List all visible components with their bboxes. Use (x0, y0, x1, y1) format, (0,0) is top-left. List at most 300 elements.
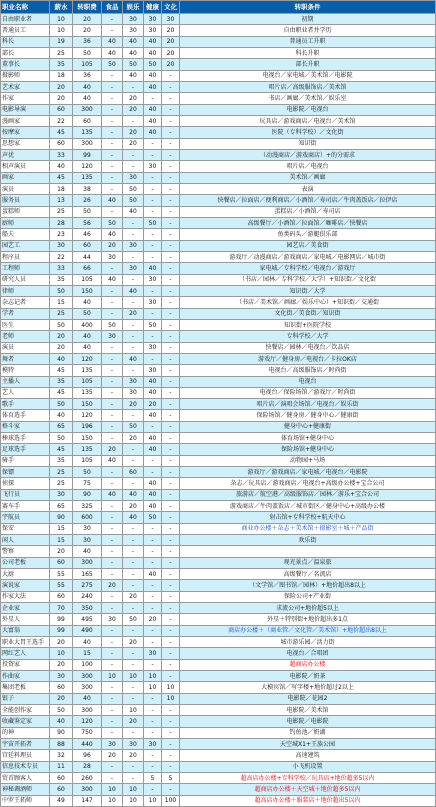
transfer-fee-cell: 96 (73, 750, 102, 761)
entertainment-cell: 40 (123, 285, 144, 296)
job-name-cell: 科长 (1, 36, 50, 47)
culture-cell: - (162, 319, 180, 330)
salary-cell: 20 (50, 331, 73, 342)
requirement-cell: 电影院／美术馆 (180, 705, 436, 716)
health-cell: 20 (144, 399, 162, 410)
requirement-cell: 知识街+医院学校 (180, 319, 436, 330)
culture-cell: - (162, 478, 180, 489)
entertainment-cell: 30 (123, 739, 144, 750)
food-cell: - (102, 127, 123, 138)
transfer-fee-cell: 350 (73, 603, 102, 614)
culture-cell: - (162, 217, 180, 228)
job-name-cell: 宇航员 (1, 512, 50, 523)
job-name-cell: 神秘调酒师 (1, 784, 50, 795)
health-cell: 40 (144, 387, 162, 398)
table-row[interactable] (1, 433, 436, 444)
transfer-fee-cell: 120 (73, 410, 102, 421)
table-row[interactable] (1, 705, 436, 716)
culture-cell: - (162, 569, 180, 580)
table-row[interactable] (1, 455, 436, 466)
food-cell: - (102, 591, 123, 602)
table-row[interactable] (1, 36, 436, 47)
requirement-cell: 书店／画廊／美术馆／娱乐室 (180, 93, 436, 104)
food-cell: - (102, 410, 123, 421)
job-name-cell: 作家大法 (1, 591, 50, 602)
table-row[interactable] (1, 569, 436, 580)
requirement-cell: 天空城X1+王族公园 (180, 739, 436, 750)
entertainment-cell: 30 (123, 263, 144, 274)
salary-cell: 45 (50, 127, 73, 138)
table-row[interactable] (1, 603, 436, 614)
job-name-cell: 职业大胃王选手 (1, 637, 50, 648)
table-row[interactable] (1, 376, 436, 387)
transfer-fee-cell: 150 (73, 399, 102, 410)
culture-cell: - (162, 784, 180, 795)
health-cell: 40 (144, 376, 162, 387)
job-name-cell: 信息技术专员 (1, 761, 50, 772)
table-row[interactable] (1, 274, 436, 285)
food-cell: 40 (102, 195, 123, 206)
food-cell: 10 (102, 784, 123, 795)
table-row[interactable] (1, 195, 436, 206)
food-cell: - (102, 161, 123, 172)
food-cell: - (102, 297, 123, 308)
culture-cell: - (162, 240, 180, 251)
food-cell: - (102, 648, 123, 659)
transfer-fee-cell: 44 (73, 251, 102, 262)
entertainment-cell: - (123, 115, 144, 126)
table-row[interactable] (1, 693, 436, 704)
job-name-cell: 主播人 (1, 376, 50, 387)
entertainment-cell: - (123, 682, 144, 693)
requirement-cell: 动物园+马场 (180, 455, 436, 466)
transfer-fee-cell: 105 (73, 376, 102, 387)
food-cell: 40 (102, 36, 123, 47)
table-row[interactable] (1, 739, 436, 750)
table-row[interactable] (1, 648, 436, 659)
requirement-cell: 美术馆／画廊 (180, 172, 436, 183)
table-row[interactable] (1, 625, 436, 636)
salary-cell: 28 (50, 217, 73, 228)
transfer-fee-cell: 600 (73, 512, 102, 523)
salary-cell: 90 (50, 512, 73, 523)
table-row[interactable] (1, 478, 436, 489)
header-requirement[interactable]: 转职条件 (180, 1, 436, 14)
entertainment-cell: - (123, 478, 144, 489)
salary-cell: 19 (50, 36, 73, 47)
table-row[interactable] (1, 659, 436, 670)
table-row[interactable] (1, 104, 436, 115)
culture-cell: - (162, 376, 180, 387)
transfer-fee-cell: 750 (73, 727, 102, 738)
entertainment-cell: - (123, 410, 144, 421)
requirement-cell: 唱片店／电视台 (180, 161, 436, 172)
job-name-cell: 足球选手 (1, 444, 50, 455)
food-cell: 50 (102, 59, 123, 70)
requirement-cell: 超高店办公楼＋服装店＋地价超出5以内 (180, 795, 436, 806)
salary-cell: 33 (50, 263, 73, 274)
requirement-cell: 旅游店／航空港／高级服饰店／园林／游乐+宝合公司 (180, 489, 436, 500)
transfer-fee-cell: 30 (73, 523, 102, 534)
food-cell: - (102, 603, 123, 614)
food-cell: 10 (102, 795, 123, 806)
salary-cell: 20 (50, 93, 73, 104)
job-name-cell: 格斗家 (1, 421, 50, 432)
culture-cell: - (162, 421, 180, 432)
culture-cell: - (162, 229, 180, 240)
table-row[interactable] (1, 557, 436, 568)
table-row[interactable] (1, 501, 436, 512)
transfer-fee-cell: 50 (73, 467, 102, 478)
job-name-cell: 棒球选手 (1, 433, 50, 444)
entertainment-cell: 20 (123, 127, 144, 138)
table-row[interactable] (1, 727, 436, 738)
health-cell: - (144, 750, 162, 761)
entertainment-cell: - (123, 659, 144, 670)
entertainment-cell: - (123, 772, 144, 783)
table-row[interactable] (1, 331, 436, 342)
requirement-cell: 游戏厅／健身房／电视台／卡拉OK店 (180, 353, 436, 364)
salary-cell: 23 (50, 229, 73, 240)
salary-cell: 18 (50, 183, 73, 194)
salary-cell: 45 (50, 444, 73, 455)
requirement-cell: 专科学校／大学 (180, 331, 436, 342)
health-cell: 10 (144, 671, 162, 682)
salary-cell: 60 (50, 772, 73, 783)
table-row[interactable] (1, 93, 436, 104)
salary-cell: 15 (50, 523, 73, 534)
health-cell: 40 (144, 81, 162, 92)
header-health[interactable]: 健康 (144, 1, 162, 14)
table-row[interactable] (1, 591, 436, 602)
salary-cell: 15 (50, 297, 73, 308)
culture-cell: - (162, 659, 180, 670)
culture-cell: - (162, 115, 180, 126)
transfer-fee-cell: 400 (73, 319, 102, 330)
culture-cell: - (162, 557, 180, 568)
table-row[interactable] (1, 319, 436, 330)
requirement-cell: 快餐店／拉面店／便利商店／小酒馆／寿司店／牛肉盖饭店／拉伊店 (180, 195, 436, 206)
header-salary[interactable]: 薪水 (50, 1, 73, 14)
table-row[interactable] (1, 263, 436, 274)
culture-cell: - (162, 750, 180, 761)
transfer-fee-cell: 40 (73, 93, 102, 104)
requirement-cell: 唱片店／高级服饰店／美术馆 (180, 81, 436, 92)
table-row[interactable] (1, 206, 436, 217)
culture-cell: - (162, 535, 180, 546)
salary-cell: 45 (50, 172, 73, 183)
health-cell: - (144, 308, 162, 319)
salary-cell: 20 (50, 659, 73, 670)
table-row[interactable] (1, 387, 436, 398)
requirement-cell: 游戏厅／游戏商店／家电城／电视台／电影院 (180, 467, 436, 478)
food-cell: - (102, 467, 123, 478)
requirement-cell: 电视台／保险场馆／游戏厅／时尚街 (180, 387, 436, 398)
culture-cell: - (162, 172, 180, 183)
culture-cell: 20 (162, 59, 180, 70)
health-cell: 40 (144, 104, 162, 115)
transfer-fee-cell: 135 (73, 172, 102, 183)
food-cell: 40 (102, 274, 123, 285)
table-row[interactable] (1, 410, 436, 421)
health-cell: - (144, 183, 162, 194)
salary-cell: 50 (50, 319, 73, 330)
health-cell: - (144, 206, 162, 217)
table-row[interactable] (1, 172, 436, 183)
job-name-cell: 程序员 (1, 251, 50, 262)
salary-cell: 15 (50, 535, 73, 546)
job-name-cell: 投资家 (1, 659, 50, 670)
header-food[interactable]: 食品 (102, 1, 123, 14)
job-name-cell: 摄影师 (1, 70, 50, 81)
transfer-fee-cell: 40 (73, 546, 102, 557)
culture-cell: - (162, 263, 180, 274)
table-row[interactable] (1, 59, 436, 70)
health-cell: 50 (144, 59, 162, 70)
requirement-cell: 保险场馆／健身房／健身中心／健康街 (180, 410, 436, 421)
job-name-cell: 大厨 (1, 569, 50, 580)
food-cell: 40 (102, 229, 123, 240)
culture-cell: - (162, 433, 180, 444)
table-row[interactable] (1, 421, 436, 432)
table-row[interactable] (1, 637, 436, 648)
transfer-fee-cell: 36 (73, 36, 102, 47)
entertainment-cell: 50 (123, 183, 144, 194)
table-row[interactable] (1, 47, 436, 58)
table-row[interactable] (1, 81, 436, 92)
requirement-cell: 商店办公楼＋（商业管／文化管／美术馆）+地价超出8以上 (180, 625, 436, 636)
entertainment-cell: - (123, 693, 144, 704)
requirement-cell: 唱片店／演唱会场馆／电视台／娱乐街 (180, 399, 436, 410)
culture-cell: - (162, 251, 180, 262)
job-name-cell: 保镖 (1, 467, 50, 478)
job-name-cell: 思想家 (1, 138, 50, 149)
table-row[interactable] (1, 138, 436, 149)
salary-cell: 60 (50, 104, 73, 115)
table-row[interactable] (1, 229, 436, 240)
job-name-cell: 宫廷料理员 (1, 750, 50, 761)
table-row[interactable] (1, 161, 436, 172)
table-row[interactable] (1, 70, 436, 81)
food-cell: - (102, 172, 123, 183)
table-row[interactable] (1, 467, 436, 478)
salary-cell: 70 (50, 603, 73, 614)
transfer-fee-cell: 105 (73, 59, 102, 70)
salary-cell: 90 (50, 727, 73, 738)
requirement-cell: 电影院／电视台 (180, 104, 436, 115)
food-cell: 40 (102, 455, 123, 466)
job-name-cell: 艺术家 (1, 81, 50, 92)
health-cell: 50 (144, 319, 162, 330)
table-header-row (1, 1, 436, 14)
salary-cell: 60 (50, 557, 73, 568)
table-row[interactable] (1, 489, 436, 500)
table-row[interactable] (1, 512, 436, 523)
health-cell: 40 (144, 489, 162, 500)
table-row[interactable] (1, 297, 436, 308)
requirement-cell: （书店／美术馆／画廊／娱乐中心）+知识街／交通街 (180, 297, 436, 308)
table-row[interactable] (1, 795, 436, 806)
table-row[interactable] (1, 750, 436, 761)
table-row[interactable] (1, 535, 436, 546)
culture-cell: - (162, 81, 180, 92)
job-name-cell: 收藏鉴定家 (1, 716, 50, 727)
entertainment-cell: 40 (123, 512, 144, 523)
transfer-fee-cell: 300 (73, 557, 102, 568)
entertainment-cell: - (123, 580, 144, 591)
health-cell: - (144, 716, 162, 727)
transfer-fee-cell: 38 (73, 183, 102, 194)
health-cell: - (144, 535, 162, 546)
salary-cell: 25 (50, 308, 73, 319)
culture-cell: - (162, 149, 180, 160)
entertainment-cell: - (123, 625, 144, 636)
job-name-cell: 保安 (1, 523, 50, 534)
table-row[interactable] (1, 240, 436, 251)
table-row[interactable] (1, 25, 436, 36)
table-row[interactable] (1, 308, 436, 319)
food-cell: 50 (102, 217, 123, 228)
food-cell: - (102, 387, 123, 398)
requirement-cell: 商业办公楼＋杂志＋美术馆＋摄影室＋城＋产品街 (180, 523, 436, 534)
food-cell: - (102, 535, 123, 546)
job-name-cell: 公司老板 (1, 557, 50, 568)
salary-cell: 22 (50, 115, 73, 126)
job-name-cell: 杂志记者 (1, 297, 50, 308)
table-row[interactable] (1, 444, 436, 455)
table-row[interactable] (1, 523, 436, 534)
culture-cell: - (162, 501, 180, 512)
salary-cell: 49 (50, 795, 73, 806)
table-row[interactable] (1, 682, 436, 693)
requirement-cell: 超商店办公楼＋天空城＋地价超多5以内 (180, 784, 436, 795)
job-name-cell: 艺人 (1, 387, 50, 398)
entertainment-cell: - (123, 535, 144, 546)
table-row[interactable] (1, 399, 436, 410)
table-row[interactable] (1, 115, 436, 126)
table-row[interactable] (1, 546, 436, 557)
food-cell: - (102, 14, 123, 25)
health-cell: - (144, 251, 162, 262)
table-row[interactable] (1, 217, 436, 228)
culture-cell: 100 (162, 795, 180, 806)
health-cell: 40 (144, 36, 162, 47)
health-cell: - (144, 138, 162, 149)
food-cell: 20 (102, 580, 123, 591)
entertainment-cell: 20 (123, 93, 144, 104)
table-row[interactable] (1, 614, 436, 625)
entertainment-cell: - (123, 161, 144, 172)
salary-cell: 45 (50, 365, 73, 376)
transfer-fee-cell: 300 (73, 705, 102, 716)
table-row[interactable] (1, 784, 436, 795)
entertainment-cell: 40 (123, 206, 144, 217)
table-row[interactable] (1, 671, 436, 682)
table-row[interactable] (1, 149, 436, 160)
health-cell: 40 (144, 433, 162, 444)
requirement-cell: 求流公司+地价超5以上 (180, 603, 436, 614)
entertainment-cell: 50 (123, 59, 144, 70)
entertainment-cell: - (123, 342, 144, 353)
entertainment-cell: 20 (123, 637, 144, 648)
transfer-fee-cell: 26 (73, 195, 102, 206)
job-name-cell: 歌手 (1, 399, 50, 410)
salary-cell: 60 (50, 591, 73, 602)
table-row[interactable] (1, 716, 436, 727)
entertainment-cell: - (123, 546, 144, 557)
job-name-cell: 演说家 (1, 580, 50, 591)
salary-cell: 30 (50, 240, 73, 251)
table-row[interactable] (1, 365, 436, 376)
salary-cell: 50 (50, 399, 73, 410)
transfer-fee-cell: 60 (73, 240, 102, 251)
transfer-fee-cell: 15 (73, 648, 102, 659)
table-row[interactable] (1, 580, 436, 591)
salary-cell: 30 (50, 671, 73, 682)
entertainment-cell: 20 (123, 308, 144, 319)
table-row[interactable] (1, 772, 436, 783)
salary-cell: 40 (50, 161, 73, 172)
job-name-cell: 作曲家 (1, 671, 50, 682)
header-culture[interactable]: 文化 (162, 1, 180, 14)
requirement-cell: 玩具店／游戏商店／电视台／美术馆 (180, 115, 436, 126)
food-cell: 30 (102, 251, 123, 262)
table-row[interactable] (1, 353, 436, 364)
transfer-fee-cell: 135 (73, 365, 102, 376)
health-cell: - (144, 93, 162, 104)
health-cell: - (144, 637, 162, 648)
transfer-fee-cell: 66 (73, 263, 102, 274)
table-row[interactable] (1, 127, 436, 138)
entertainment-cell: 20 (123, 750, 144, 761)
culture-cell: - (162, 716, 180, 727)
transfer-fee-cell: 40 (73, 81, 102, 92)
job-name-cell: 演员 (1, 342, 50, 353)
job-name-cell: 漫画家 (1, 115, 50, 126)
entertainment-cell: 10 (123, 784, 144, 795)
table-row[interactable] (1, 761, 436, 772)
health-cell: 40 (144, 47, 162, 58)
requirement-cell: （书店／园林／专科学校／大学）+知识街／文化街 (180, 274, 436, 285)
header-transfer-fee[interactable]: 转职费 (73, 1, 102, 14)
job-name-cell: 贸首顾客人 (1, 772, 50, 783)
culture-cell: 5 (162, 772, 180, 783)
table-row[interactable] (1, 14, 436, 25)
table-row[interactable] (1, 342, 436, 353)
transfer-fee-cell: 300 (73, 104, 102, 115)
header-job-name[interactable]: 职业名称 (1, 1, 50, 14)
transfer-fee-cell: 60 (73, 115, 102, 126)
transfer-fee-cell: 20 (73, 14, 102, 25)
health-cell: 50 (144, 512, 162, 523)
food-cell: 40 (102, 489, 123, 500)
health-cell: 40 (144, 569, 162, 580)
table-row[interactable] (1, 183, 436, 194)
salary-cell: 40 (50, 353, 73, 364)
requirement-cell: 城市游乐园／活力街 (180, 637, 436, 648)
table-row[interactable] (1, 251, 436, 262)
health-cell: 30 (144, 297, 162, 308)
job-name-cell: 体育选手 (1, 410, 50, 421)
salary-cell: 20 (50, 637, 73, 648)
entertainment-cell: 10 (123, 671, 144, 682)
table-row[interactable] (1, 285, 436, 296)
requirement-cell: 钓鱼池／奶湖 (180, 727, 436, 738)
food-cell: - (102, 478, 123, 489)
header-entertainment[interactable]: 娱乐 (123, 1, 144, 14)
entertainment-cell: - (123, 81, 144, 92)
culture-cell: - (162, 705, 180, 716)
